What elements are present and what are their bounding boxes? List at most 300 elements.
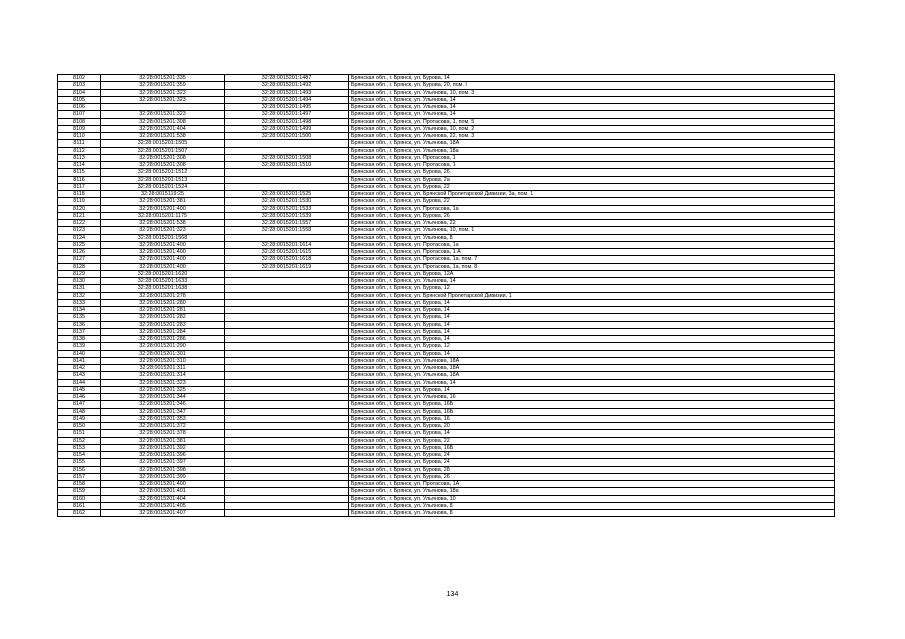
- building-number: [225, 285, 349, 292]
- land-parcel-number: 32:28:0015201:1524: [101, 183, 225, 190]
- address: Брянская обл., г. Брянск, ул. Бурова, 26: [349, 212, 835, 219]
- table-row: [58, 111, 835, 118]
- table-row: [58, 488, 835, 495]
- row-number: 8106: [58, 104, 101, 111]
- row-number: 8119: [58, 198, 101, 205]
- land-parcel-number: 32:28:0015201:398: [101, 466, 225, 473]
- land-parcel-number: 32:28:0015201:1638: [101, 285, 225, 292]
- building-number: [225, 372, 349, 379]
- address: Брянская обл., г. Брянск, ул. Бурова, 24: [349, 452, 835, 459]
- address: Брянская обл., г. Брянск, ул. Ульянова, 18а: [349, 147, 835, 154]
- table-row: [58, 285, 835, 292]
- row-number: 8125: [58, 241, 101, 248]
- land-parcel-number: 32:28:0015201:392: [101, 444, 225, 451]
- address: Брянская обл., г. Брянск, ул. Бурова, 26: [349, 169, 835, 176]
- table-row: [58, 212, 835, 219]
- table-row: [58, 234, 835, 241]
- row-number: 8112: [58, 147, 101, 154]
- table-row: [58, 75, 835, 82]
- row-number: 8108: [58, 118, 101, 125]
- address: Брянская обл., г. Брянск, ул. Ульянова, 18А: [349, 365, 835, 372]
- building-number: [225, 379, 349, 386]
- address: Брянская обл., г. Брянск, ул. Бурова, 22: [349, 198, 835, 205]
- address: Брянская обл., г. Брянск, ул. Ульянова, 10, пом. 2: [349, 125, 835, 132]
- building-number: [225, 415, 349, 422]
- table-row: [58, 444, 835, 451]
- table-row: [58, 292, 835, 299]
- table-row: [58, 191, 835, 198]
- building-number: [225, 147, 349, 154]
- land-parcel-number: 32:28:0015201:323: [101, 227, 225, 234]
- address: Брянская обл., г. Брянск, ул. Ульянова, 10, пом. 3: [349, 89, 835, 96]
- row-number: 8144: [58, 379, 101, 386]
- building-number: 32:28:0015201:1525: [225, 191, 349, 198]
- land-parcel-number: 32:28:0015201:311: [101, 365, 225, 372]
- table-row: [58, 96, 835, 103]
- row-number: 8146: [58, 394, 101, 401]
- row-number: 8136: [58, 321, 101, 328]
- row-number: 8117: [58, 183, 101, 190]
- building-number: [225, 183, 349, 190]
- building-number: 32:28:0015201:1500: [225, 133, 349, 140]
- table-row: [58, 452, 835, 459]
- address: Брянская обл., г. Брянск, ул. Ульянова, 14: [349, 111, 835, 118]
- table-row: [58, 270, 835, 277]
- land-parcel-number: 32:28:0015201:372: [101, 423, 225, 430]
- land-parcel-number: 32:28:0015201:286: [101, 336, 225, 343]
- address: Брянская обл., г. Брянск, ул. Бурова, 16Б: [349, 444, 835, 451]
- land-parcel-number: 32:28:0015201:396: [101, 452, 225, 459]
- building-number: 32:28:0015201:1614: [225, 241, 349, 248]
- land-parcel-number: 32:28:0015201:401: [101, 488, 225, 495]
- table-row: [58, 510, 835, 517]
- table-row: [58, 104, 835, 111]
- building-number: [225, 140, 349, 147]
- building-number: [225, 488, 349, 495]
- table-row: [58, 133, 835, 140]
- row-number: 8121: [58, 212, 101, 219]
- cadastral-table: [57, 74, 835, 517]
- building-number: [225, 328, 349, 335]
- address: Брянская обл., г. Брянск, ул. Брянской Пролетарской Дивизии, 1: [349, 292, 835, 299]
- table-row: [58, 459, 835, 466]
- address: Брянская обл., г. Брянск, ул. Протасова, 1, пом. 5: [349, 118, 835, 125]
- address: Брянская обл., г. Брянск, ул. Бурова, 16Б: [349, 408, 835, 415]
- building-number: 32:28:0015201:1495: [225, 104, 349, 111]
- land-parcel-number: 32:28:0015201:378: [101, 430, 225, 437]
- address: Брянская обл., г. Брянск, ул. Бурова, 12: [349, 343, 835, 350]
- building-number: [225, 481, 349, 488]
- table-row: [58, 336, 835, 343]
- land-parcel-number: 32:28:0015201:404: [101, 125, 225, 132]
- building-number: [225, 423, 349, 430]
- land-parcel-number: 32:28:0015201:1507: [101, 147, 225, 154]
- address: Брянская обл., г. Брянск, ул. Бурова, 2а: [349, 176, 835, 183]
- building-number: [225, 502, 349, 509]
- land-parcel-number: 32:28:0015201:400: [101, 256, 225, 263]
- land-parcel-number: 32:28:0015201:344: [101, 394, 225, 401]
- cadastral-table-body: [58, 75, 835, 517]
- building-number: [225, 321, 349, 328]
- row-number: 8160: [58, 495, 101, 502]
- table-row: [58, 430, 835, 437]
- building-number: 32:28:0015201:1497: [225, 111, 349, 118]
- land-parcel-number: 32:28:0015201:1513: [101, 176, 225, 183]
- land-parcel-number: 32:28:0015201:407: [101, 510, 225, 517]
- row-number: 8109: [58, 125, 101, 132]
- address: Брянская обл., г. Брянск, ул. Бурова, 14: [349, 75, 835, 82]
- row-number: 8131: [58, 285, 101, 292]
- row-number: 8129: [58, 270, 101, 277]
- row-number: 8143: [58, 372, 101, 379]
- land-parcel-number: 32:28:0015201:1620: [101, 270, 225, 277]
- building-number: 32:28:0015201:1493: [225, 89, 349, 96]
- land-parcel-number: 32:28:0015201:400: [101, 205, 225, 212]
- address: Брянская обл., г. Брянск, ул. Ульянова, 10: [349, 495, 835, 502]
- land-parcel-number: 32:28:0015201:1505: [101, 140, 225, 147]
- land-parcel-number: 32:28:0015201:325: [101, 386, 225, 393]
- table-row: [58, 350, 835, 357]
- address: Брянская обл., г. Брянск, ул. Ульянова, 8: [349, 502, 835, 509]
- address: Брянская обл., г. Брянск, ул. Бурова, 20, пом. I: [349, 82, 835, 89]
- address: Брянская обл., г. Брянск, ул. Ульянова, 8: [349, 234, 835, 241]
- building-number: [225, 459, 349, 466]
- land-parcel-number: 32:28:0015201:281: [101, 307, 225, 314]
- table-row: [58, 415, 835, 422]
- table-row: [58, 314, 835, 321]
- address: Брянская обл., г. Брянск, ул. Бурова, 14: [349, 430, 835, 437]
- row-number: 8149: [58, 415, 101, 422]
- land-parcel-number: 32:28:0015201:335: [101, 75, 225, 82]
- row-number: 8124: [58, 234, 101, 241]
- row-number: 8134: [58, 307, 101, 314]
- address: Брянская обл., г. Брянск, ул. Ульянова, 18А: [349, 372, 835, 379]
- land-parcel-number: 32:28:0015201:404: [101, 495, 225, 502]
- land-parcel-number: 32:28:0015201:1633: [101, 278, 225, 285]
- table-row: [58, 365, 835, 372]
- land-parcel-number: 32:28:0015201:399: [101, 473, 225, 480]
- address: Брянская обл., г. Брянск, ул. Бурова, 14: [349, 336, 835, 343]
- row-number: 8126: [58, 249, 101, 256]
- land-parcel-number: 32:28:0015201:323: [101, 111, 225, 118]
- address: Брянская обл., г. Брянск, ул. Брянской Пролетарской Дивизии, 3а, пом. 1: [349, 191, 835, 198]
- land-parcel-number: 32:28:0015201:397: [101, 459, 225, 466]
- row-number: 8135: [58, 314, 101, 321]
- table-row: [58, 423, 835, 430]
- row-number: 8103: [58, 82, 101, 89]
- building-number: 32:28:0015201:1558: [225, 227, 349, 234]
- land-parcel-number: 32:28:0015201:538: [101, 220, 225, 227]
- table-row: [58, 307, 835, 314]
- address: Брянская обл., г. Брянск, ул. Бурова, 14: [349, 314, 835, 321]
- table-row: [58, 343, 835, 350]
- address: Брянская обл., г. Брянск, ул. Ульянова, 8: [349, 510, 835, 517]
- row-number: 8142: [58, 365, 101, 372]
- land-parcel-number: 32:28:0015201:278: [101, 292, 225, 299]
- row-number: 8141: [58, 357, 101, 364]
- table-row: [58, 466, 835, 473]
- building-number: [225, 386, 349, 393]
- table-row: [58, 125, 835, 132]
- land-parcel-number: 32:28:0015201:400: [101, 263, 225, 270]
- table-row: [58, 408, 835, 415]
- building-number: 32:28:0015201:1508: [225, 154, 349, 161]
- building-number: 32:28:0015201:1510: [225, 162, 349, 169]
- land-parcel-number: 32:28:0015201:538: [101, 133, 225, 140]
- row-number: 8154: [58, 452, 101, 459]
- land-parcel-number: 32:28:0015201:346: [101, 401, 225, 408]
- land-parcel-number: 32:28:0015119:25: [101, 191, 225, 198]
- table-row: [58, 162, 835, 169]
- building-number: [225, 278, 349, 285]
- land-parcel-number: 32:28:0015201:359: [101, 82, 225, 89]
- building-number: 32:28:0015201:1533: [225, 205, 349, 212]
- building-number: [225, 307, 349, 314]
- building-number: [225, 510, 349, 517]
- row-number: 8156: [58, 466, 101, 473]
- land-parcel-number: 32:28:0015201:381: [101, 198, 225, 205]
- row-number: 8120: [58, 205, 101, 212]
- row-number: 8105: [58, 96, 101, 103]
- building-number: 32:28:0015201:1539: [225, 212, 349, 219]
- row-number: 8152: [58, 437, 101, 444]
- row-number: 8158: [58, 481, 101, 488]
- table-row: [58, 481, 835, 488]
- address: Брянская обл., г. Брянск, ул. Бурова, 22: [349, 437, 835, 444]
- table-row: [58, 89, 835, 96]
- building-number: [225, 408, 349, 415]
- land-parcel-number: 32:28:0015201:1175: [101, 212, 225, 219]
- row-number: 8157: [58, 473, 101, 480]
- building-number: 32:28:0015201:1499: [225, 125, 349, 132]
- building-number: 32:28:0015201:1498: [225, 118, 349, 125]
- address: Брянская обл., г. Брянск, ул. Бурова, 14: [349, 386, 835, 393]
- address: Брянская обл., г. Брянск, ул. Протасова, 1а: [349, 241, 835, 248]
- land-parcel-number: 32:28:0015201:314: [101, 372, 225, 379]
- land-parcel-number: 32:28:0015201:1568: [101, 234, 225, 241]
- address: Брянская обл., г. Брянск, ул. Ульянова, 14: [349, 379, 835, 386]
- address: Брянская обл., г. Брянск, ул. Протасова, 1: [349, 162, 835, 169]
- row-number: 8118: [58, 191, 101, 198]
- land-parcel-number: 32:28:0015201:1512: [101, 169, 225, 176]
- building-number: [225, 292, 349, 299]
- row-number: 8155: [58, 459, 101, 466]
- address: Брянская обл., г. Брянск, ул. Бурова, 16: [349, 415, 835, 422]
- table-row: [58, 256, 835, 263]
- table-row: [58, 321, 835, 328]
- address: Брянская обл., г. Брянск, ул. Бурова, 14: [349, 350, 835, 357]
- row-number: 8153: [58, 444, 101, 451]
- land-parcel-number: 32:28:0015201:308: [101, 118, 225, 125]
- building-number: [225, 299, 349, 306]
- row-number: 8104: [58, 89, 101, 96]
- table-row: [58, 379, 835, 386]
- row-number: 8102: [58, 75, 101, 82]
- address: Брянская обл., г. Брянск, ул. Бурова, 14: [349, 321, 835, 328]
- building-number: 32:28:0015201:1487: [225, 75, 349, 82]
- table-row: [58, 118, 835, 125]
- address: Брянская обл., г. Брянск, ул. Ульянова, 14: [349, 96, 835, 103]
- row-number: 8151: [58, 430, 101, 437]
- table-row: [58, 437, 835, 444]
- land-parcel-number: 32:28:0015201:400: [101, 249, 225, 256]
- building-number: [225, 430, 349, 437]
- building-number: [225, 452, 349, 459]
- row-number: 8140: [58, 350, 101, 357]
- row-number: 8148: [58, 408, 101, 415]
- building-number: [225, 350, 349, 357]
- table-row: [58, 176, 835, 183]
- building-number: [225, 176, 349, 183]
- land-parcel-number: [101, 104, 225, 111]
- address: Брянская обл., г. Брянск, ул. Ульянова, 18А: [349, 357, 835, 364]
- address: Брянская обл., г. Брянск, ул. Протасова, 1А: [349, 481, 835, 488]
- address: Брянская обл., г. Брянск, ул. Бурова, 16Б: [349, 401, 835, 408]
- land-parcel-number: 32:28:0015201:400: [101, 241, 225, 248]
- row-number: 8115: [58, 169, 101, 176]
- land-parcel-number: 32:28:0015201:400: [101, 481, 225, 488]
- address: Брянская обл., г. Брянск, ул. Бурова, 22: [349, 183, 835, 190]
- row-number: 8130: [58, 278, 101, 285]
- building-number: [225, 270, 349, 277]
- table-row: [58, 205, 835, 212]
- row-number: 8107: [58, 111, 101, 118]
- table-row: [58, 241, 835, 248]
- row-number: 8145: [58, 386, 101, 393]
- row-number: 8137: [58, 328, 101, 335]
- building-number: [225, 365, 349, 372]
- table-row: [58, 82, 835, 89]
- row-number: 8123: [58, 227, 101, 234]
- building-number: [225, 314, 349, 321]
- address: Брянская обл., г. Брянск, ул. Протасова, 1 А: [349, 249, 835, 256]
- row-number: 8132: [58, 292, 101, 299]
- table-row: [58, 249, 835, 256]
- row-number: 8113: [58, 154, 101, 161]
- land-parcel-number: 32:28:0015201:283: [101, 321, 225, 328]
- table-row: [58, 169, 835, 176]
- table-row: [58, 372, 835, 379]
- land-parcel-number: 32:28:0015201:381: [101, 437, 225, 444]
- building-number: [225, 169, 349, 176]
- row-number: 8122: [58, 220, 101, 227]
- land-parcel-number: 32:28:0015201:284: [101, 328, 225, 335]
- table-row: [58, 263, 835, 270]
- row-number: 8111: [58, 140, 101, 147]
- table-row: [58, 278, 835, 285]
- building-number: [225, 466, 349, 473]
- row-number: 8159: [58, 488, 101, 495]
- table-row: [58, 394, 835, 401]
- land-parcel-number: 32:28:0015201:308: [101, 162, 225, 169]
- building-number: [225, 234, 349, 241]
- table-row: [58, 328, 835, 335]
- address: Брянская обл., г. Брянск, ул. Бурова, 26: [349, 473, 835, 480]
- address: Брянская обл., г. Брянск, ул. Бурова, 14: [349, 299, 835, 306]
- table-row: [58, 220, 835, 227]
- page-number: 134: [446, 591, 459, 598]
- building-number: 32:28:0015201:1494: [225, 96, 349, 103]
- table-row: [58, 357, 835, 364]
- building-number: 32:28:0015201:1530: [225, 198, 349, 205]
- row-number: 8127: [58, 256, 101, 263]
- building-number: 32:28:0015201:1619: [225, 263, 349, 270]
- address: Брянская обл., г. Брянск, ул. Протасова, 1: [349, 154, 835, 161]
- building-number: [225, 495, 349, 502]
- row-number: 8161: [58, 502, 101, 509]
- building-number: [225, 357, 349, 364]
- row-number: 8114: [58, 162, 101, 169]
- row-number: 8150: [58, 423, 101, 430]
- land-parcel-number: 32:28:0015201:405: [101, 502, 225, 509]
- land-parcel-number: 32:28:0015201:280: [101, 299, 225, 306]
- table-row: [58, 154, 835, 161]
- building-number: [225, 336, 349, 343]
- address: Брянская обл., г. Брянск, ул. Протасова, 1а, пом. 8: [349, 263, 835, 270]
- table-row: [58, 147, 835, 154]
- land-parcel-number: 32:28:0015201:347: [101, 408, 225, 415]
- address: Брянская обл., г. Брянск, ул. Ульянова, 16: [349, 394, 835, 401]
- building-number: 32:28:0015201:1618: [225, 256, 349, 263]
- table-row: [58, 401, 835, 408]
- building-number: [225, 437, 349, 444]
- address: Брянская обл., г. Брянск, ул. Ульянова, 22: [349, 220, 835, 227]
- land-parcel-number: 32:28:0015201:310: [101, 357, 225, 364]
- address: Брянская обл., г. Брянск, ул. Бурова, 24: [349, 459, 835, 466]
- row-number: 8139: [58, 343, 101, 350]
- building-number: 32:28:0015201:1557: [225, 220, 349, 227]
- address: Брянская обл., г. Брянск, ул. Ульянова, 14: [349, 278, 835, 285]
- land-parcel-number: 32:28:0015201:290: [101, 343, 225, 350]
- address: Брянская обл., г. Брянск, ул. Бурова, 14: [349, 307, 835, 314]
- address: Брянская обл., г. Брянск, ул. Протасова, 1а: [349, 205, 835, 212]
- address: Брянская обл., г. Брянск, ул. Бурова, 12А: [349, 270, 835, 277]
- building-number: [225, 343, 349, 350]
- row-number: 8147: [58, 401, 101, 408]
- building-number: [225, 444, 349, 451]
- building-number: [225, 401, 349, 408]
- land-parcel-number: 32:28:0015201:282: [101, 314, 225, 321]
- table-row: [58, 473, 835, 480]
- land-parcel-number: 32:28:0015201:323: [101, 379, 225, 386]
- table-row: [58, 183, 835, 190]
- table-row: [58, 495, 835, 502]
- building-number: [225, 473, 349, 480]
- table-row: [58, 140, 835, 147]
- address: Брянская обл., г. Брянск, ул. Бурова, 12: [349, 285, 835, 292]
- row-number: 8128: [58, 263, 101, 270]
- table-row: [58, 198, 835, 205]
- row-number: 8133: [58, 299, 101, 306]
- address: Брянская обл., г. Брянск, ул. Бурова, 14: [349, 328, 835, 335]
- land-parcel-number: 32:28:0015201:308: [101, 154, 225, 161]
- table-row: [58, 502, 835, 509]
- building-number: 32:28:0015201:1492: [225, 82, 349, 89]
- row-number: 8110: [58, 133, 101, 140]
- land-parcel-number: 32:28:0015201:353: [101, 415, 225, 422]
- building-number: 32:28:0015201:1615: [225, 249, 349, 256]
- land-parcel-number: 32:28:0015201:323: [101, 96, 225, 103]
- row-number: 8138: [58, 336, 101, 343]
- address: Брянская обл., г. Брянск, ул. Ульянова, 14: [349, 104, 835, 111]
- address: Брянская обл., г. Брянск, ул. Бурова, 28: [349, 466, 835, 473]
- table-row: [58, 227, 835, 234]
- address: Брянская обл., г. Брянск, ул. Ульянова, 22, пом. 3: [349, 133, 835, 140]
- row-number: 8116: [58, 176, 101, 183]
- address: Брянская обл., г. Брянск, ул. Бурова, 20: [349, 423, 835, 430]
- row-number: 8162: [58, 510, 101, 517]
- land-parcel-number: 32:28:0015201:323: [101, 89, 225, 96]
